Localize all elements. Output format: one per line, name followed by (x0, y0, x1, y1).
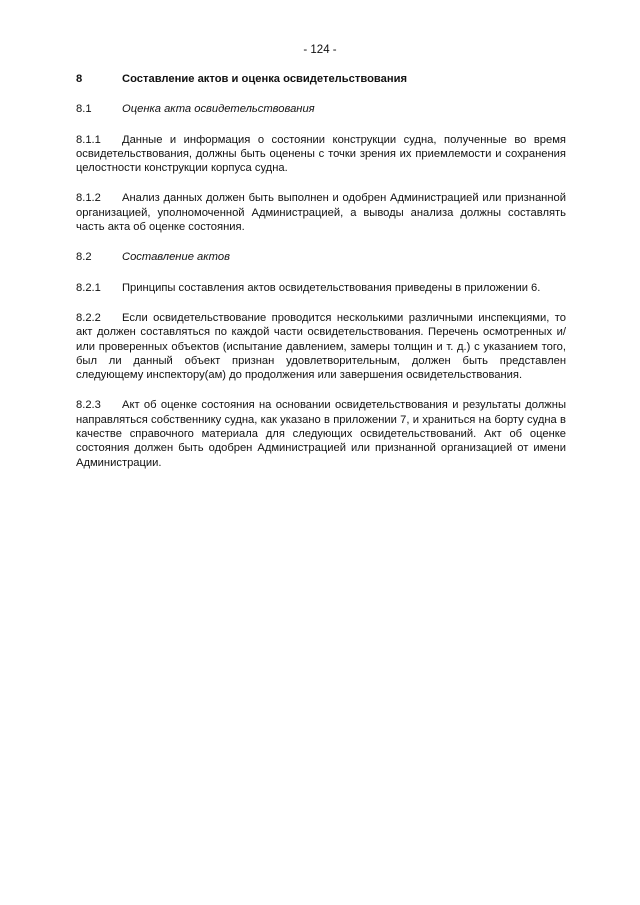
subsection-title: Оценка акта освидетельствования (122, 103, 315, 116)
paragraph-text: Если освидетельствование проводится несколькими различными инспекциями, то акт должен составляться по каждой части освидетельствования. Перечень осмотренных и/или проверенных объектов (испытание давлением, замеры толщин и т. д.) с указанием того, был ли данный объект признан удовлетворительным, должен быть представлен следующему инспектору(ам) до продолжения или завершения освидетельствования. (76, 311, 566, 382)
paragraph (76, 133, 566, 176)
subsection-title: Составление актов (122, 251, 230, 264)
section-heading (76, 72, 566, 86)
paragraph-number: 8.2.2 (76, 311, 101, 324)
subsection-heading (76, 250, 566, 264)
paragraph (76, 311, 566, 382)
section-title: Составление актов и оценка освидетельствования (122, 73, 408, 85)
paragraph (76, 281, 566, 295)
page-number: - 124 - (303, 44, 337, 56)
paragraph-text: Анализ данных должен быть выполнен и одобрен Администрацией или признанной организацией, уполномоченной Администрацией, а выводы анализа должны составлять часть акта об оценке состояния. (76, 192, 566, 234)
paragraph-number: 8.2.1 (76, 281, 101, 294)
subsection-heading (76, 102, 566, 116)
paragraph-number: 8.1.2 (76, 192, 101, 205)
subsection-number: 8.2 (76, 251, 92, 264)
document-body (76, 72, 566, 486)
paragraph (76, 398, 566, 469)
paragraph-number: 8.1.1 (76, 133, 101, 146)
section-number: 8 (76, 73, 83, 85)
paragraph-text: Данные и информация о состоянии конструкции судна, полученные во время освидетельствования, должны быть оценены с точки зрения их приемлемости и сохранения целостности конструкции корпуса судна. (76, 133, 566, 175)
subsection-number: 8.1 (76, 103, 92, 116)
paragraph-text: Акт об оценке состояния на основании освидетельствования и результаты должны направляться собственнику судна, как указано в приложении 7, и храниться на борту судна в качестве справочного материала для следующих освидетельствований. Акт об оценке состояния должен быть одобрен Администрацией или признанной организацией от имени Администрации. (76, 399, 566, 469)
paragraph-text: Принципы составления актов освидетельствования приведены в приложении 6. (122, 281, 541, 294)
paragraph (76, 191, 566, 234)
paragraph-number: 8.2.3 (76, 399, 101, 412)
